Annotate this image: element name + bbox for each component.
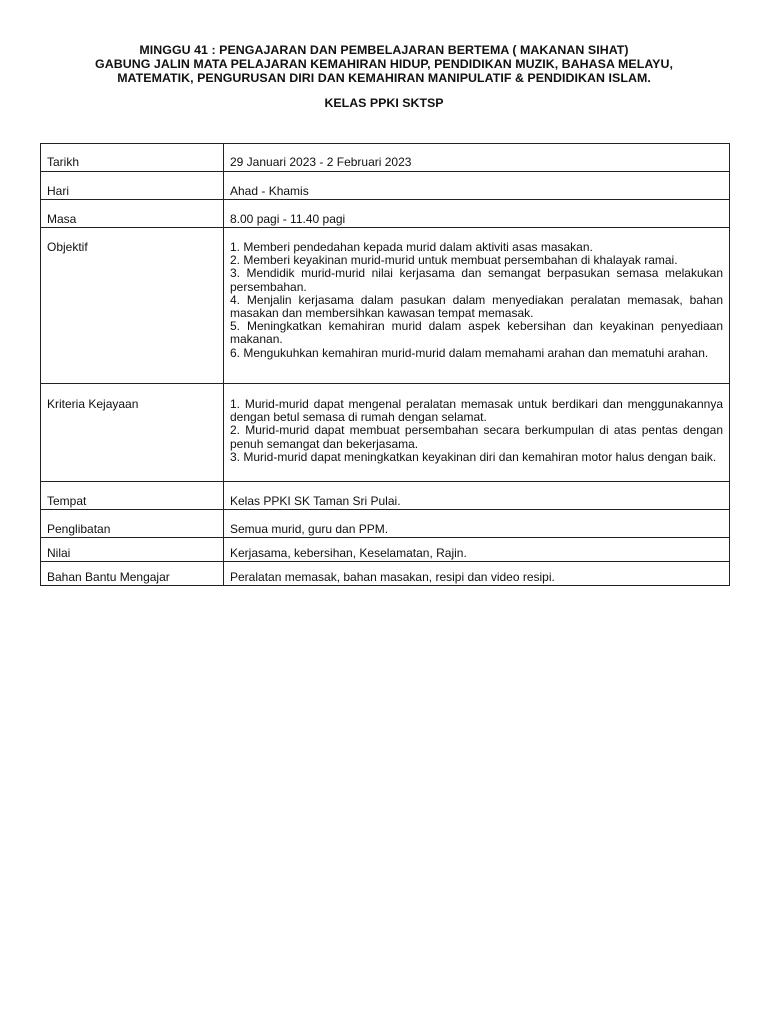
lesson-info-table (40, 143, 730, 586)
heading-line-3: MATEMATIK, PENGURUSAN DIRI DAN KEMAHIRAN MANIPULATIF & PENDIDIKAN ISLAM. (117, 71, 651, 85)
document-heading (40, 43, 728, 85)
table-row-hari (41, 172, 730, 200)
table-row-tarikh (41, 144, 730, 172)
heading-line-2: GABUNG JALIN MATA PELAJARAN KEMAHIRAN HIDUP, PENDIDIKAN MUZIK, BAHASA MELAYU, (95, 57, 673, 71)
value-cell (224, 172, 730, 200)
table-row-kriteria (41, 384, 730, 482)
value-cell (224, 384, 730, 482)
value-bbm: Peralatan memasak, bahan masakan, resipi dan video resipi. (230, 570, 555, 584)
label-cell (41, 172, 224, 200)
label-kriteria: Kriteria Kejayaan (47, 397, 139, 411)
objektif-item: 5. Meningkatkan kemahiran murid dalam aspek kebersihan dan keyakinan penyediaan makanan. (230, 319, 723, 347)
label-cell (41, 144, 224, 172)
value-nilai: Kerjasama, kebersihan, Keselamatan, Rajin. (230, 546, 467, 560)
label-cell (41, 200, 224, 228)
value-tempat: Kelas PPKI SK Taman Sri Pulai. (230, 494, 401, 508)
label-cell (41, 562, 224, 586)
table-row-masa (41, 200, 730, 228)
kriteria-item: 1. Murid-murid dapat mengenal peralatan memasak untuk berdikari dan menggunakannya dengan betul semasa di rumah dengan selamat. (230, 397, 723, 425)
table-row-nilai (41, 538, 730, 562)
label-cell (41, 538, 224, 562)
value-cell (224, 510, 730, 538)
table-row-tempat (41, 482, 730, 510)
table-row-objektif (41, 228, 730, 384)
value-tarikh: 29 Januari 2023 - 2 Februari 2023 (230, 155, 412, 169)
objektif-item: 4. Menjalin kerjasama dalam pasukan dalam menyediakan peralatan memasak, bahan masakan dan membersihkan kawasan tempat memasak. (230, 292, 723, 321)
label-tarikh: Tarikh (47, 155, 80, 169)
value-cell (224, 228, 730, 384)
label-tempat: Tempat (47, 494, 87, 508)
value-cell (224, 200, 730, 228)
value-hari: Ahad - Khamis (230, 184, 309, 198)
label-objektif: Objektif (47, 240, 88, 254)
label-cell (41, 510, 224, 538)
kriteria-item: 3. Murid-murid dapat meningkatkan keyakinan diri dan kemahiran motor halus dengan baik. (230, 449, 717, 464)
label-nilai: Nilai (47, 546, 71, 560)
label-cell (41, 482, 224, 510)
heading-line-1: MINGGU 41 : PENGAJARAN DAN PEMBELAJARAN BERTEMA ( MAKANAN SIHAT) (139, 43, 629, 57)
class-title: KELAS PPKI SKTSP (324, 96, 444, 110)
kriteria-item: 2. Murid-murid dapat membuat persembahan secara berkumpulan di atas pentas dengan penuh semangat dan bekerjasama. (230, 423, 723, 451)
value-cell (224, 482, 730, 510)
value-masa: 8.00 pagi - 11.40 pagi (230, 212, 346, 226)
label-cell (41, 228, 224, 384)
label-cell (41, 384, 224, 482)
label-penglibatan: Penglibatan (47, 522, 111, 536)
label-masa: Masa (47, 212, 77, 226)
label-bbm: Bahan Bantu Mengajar (47, 570, 170, 584)
label-hari: Hari (47, 184, 70, 198)
value-penglibatan: Semua murid, guru dan PPM. (230, 522, 389, 536)
objektif-item: 2. Memberi keyakinan murid-murid untuk membuat persembahan di khalayak ramai. (230, 253, 678, 268)
objektif-item: 3. Mendidik murid-murid nilai kerjasama dan semangat berpasukan semasa melakukan persembahan. (230, 266, 723, 294)
value-cell (224, 538, 730, 562)
objektif-item: 6. Mengukuhkan kemahiran murid-murid dalam memahami arahan dan mematuhi arahan. (230, 345, 709, 360)
table-row-bbm (41, 562, 730, 586)
objektif-item: 1. Memberi pendedahan kepada murid dalam aktiviti asas masakan. (230, 240, 593, 254)
value-cell (224, 562, 730, 586)
table-row-penglibatan (41, 510, 730, 538)
value-cell (224, 144, 730, 172)
